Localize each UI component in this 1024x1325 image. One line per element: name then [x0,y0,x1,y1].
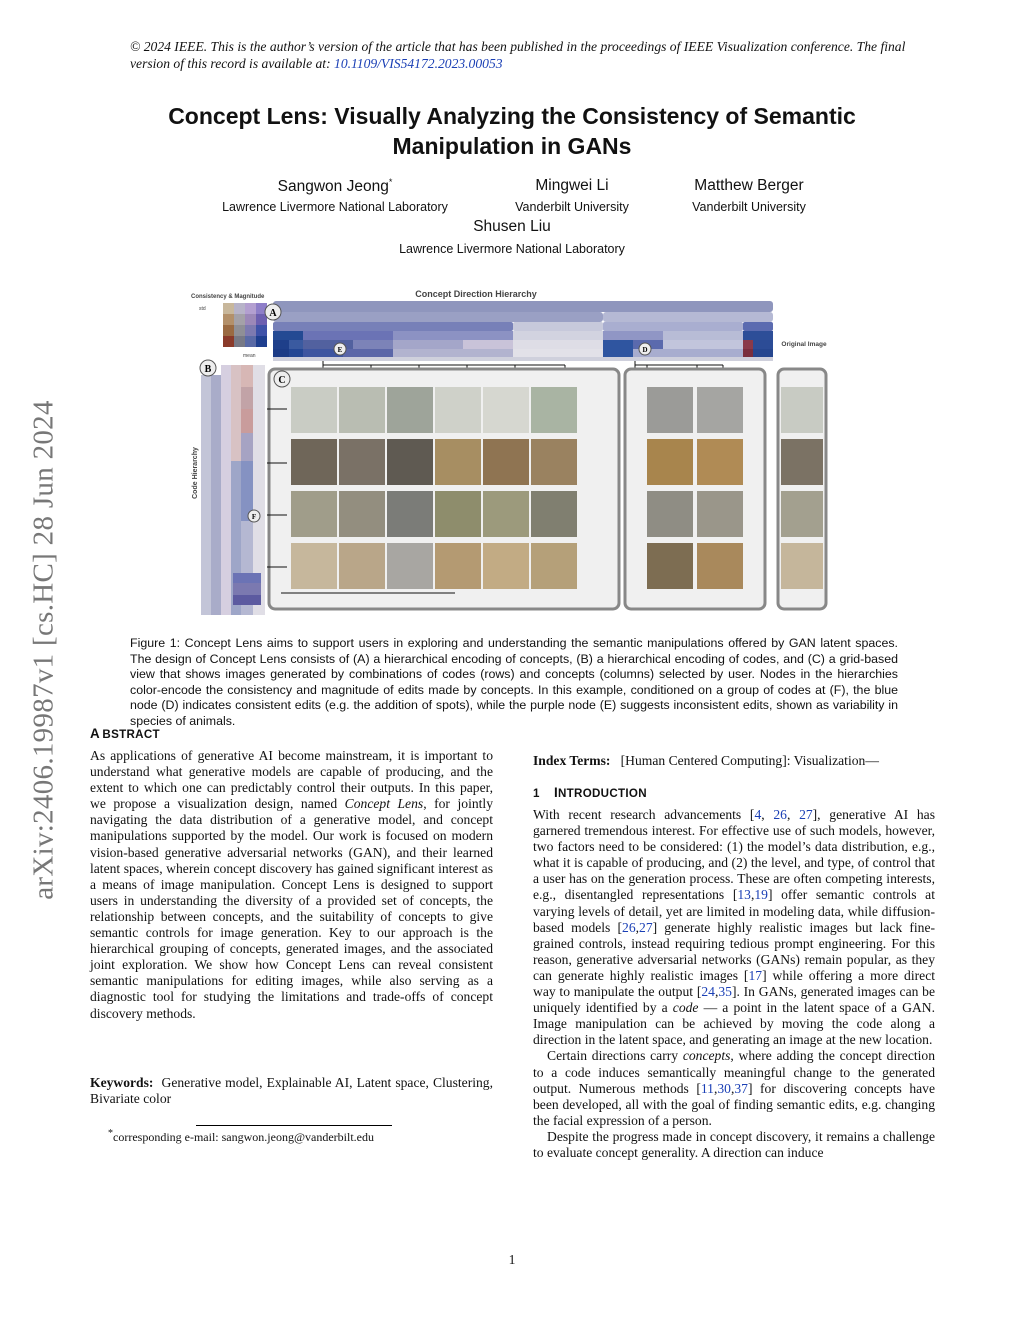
author-affiliation-2: Vanderbilt University [515,200,629,214]
hierarchy-title: Concept Direction Hierarchy [415,289,537,299]
intro-paragraph-3: Despite the progress made in concept discovery, it remains a challenge to evaluate concept generality. A direction can induce [533,1128,935,1160]
marker-d: D [642,346,648,354]
abstract-body: As applications of generative AI become mainstream, it is important to understand what generative models are capable of producing, and the extent to which one can predictably control their outputs. In this paper, we propose a visualization design, named Concept Lens, for jointly navigating the data distribution of a generative model, and concept manipulations supported by the model. Our work is focused on modern vision-based generative adversarial networks (GAN), and their learned latent spaces, wherein concept discovery has gained significant interest as a means of image manipulation. Concept Lens is designed to support users in understanding the diversity of a provided set of concepts, the relationship between concepts, and the suitability of concepts to give semantic controls for image generation. Key to our approach is the hierarchical grouping of concepts, generated images, and the associated joint exploration. We show how Concept Lens can reveal consistent semantic manipulations for editing images, while also serving as a diagnostic tool for studying the limitations and trade-offs of concept discovery methods. [90,748,493,1021]
intro-paragraph-1: With recent research advancements [4, 26, 27], generative AI has garnered tremendous interest. For effective use of such models, however, two factors need to be considered: (1) the model’s data distribution, e.g., what it is capable of producing, and (2) the level, and type, of control that a user has on the generation process. These are often competing interests, e.g., disentangled representations [13,19] offer semantic controls at varying levels of detail, yet are limited in modeling data, while diffusion-based models [26,27] generate highly realistic images but lack fine-grained controls, instead requiring tedious prompt engineering. For this reason, generative adversarial networks (GANs) remain popular, as they can generate highly realistic images [17] while offering a more direct way to manipulate the output [24,35]. In GANs, generated images can be uniquely identified by a code — a point in the latent space of a GAN. Image manipulation can be achieved by moving the code along a direction in the latent space, and generating an image at the new location. [533,807,936,1048]
footnote: *corresponding e-mail: sangwon.jeong@vanderbilt.edu [108,1128,374,1144]
index-terms: Index Terms: [Human Centered Computing]: Visualization— [533,753,879,768]
legend-std-label: std [199,306,206,312]
legend-mean-label: mean [243,353,256,359]
figure-1 [185,283,837,623]
author-name-3: Matthew Berger [694,177,804,194]
arxiv-stamp: arXiv:2406.19987v1 [cs.HC] 28 Jun 2024 [27,400,60,900]
author-affiliation-1: Lawrence Livermore National Laboratory [222,200,448,214]
bivariate-legend [223,303,267,347]
original-image-label: Original Image [781,341,827,348]
author-name-4: Shusen Liu [473,218,551,235]
intro-heading: 1 INTRODUCTION [533,785,647,800]
marker-a: A [269,308,277,319]
author-affiliation-3: Vanderbilt University [692,200,806,214]
marker-e: E [337,346,343,354]
marker-c: C [278,375,286,386]
grid-panel-secondary [625,369,765,609]
marker-b: B [204,364,212,375]
author-affiliation-4: Lawrence Livermore National Laboratory [399,242,625,256]
author-name-2: Mingwei Li [535,177,609,194]
intro-paragraph-2: Certain directions carry concepts, where adding the concept direction to a code induces semantically meaningful change to the generated output. Numerous methods [11,30,37] for discovering concepts have been developed, all with the goal of finding semantic edits, e.g. changing the facial expression of a person. [533,1048,935,1128]
intro-body [533,807,935,1161]
code-hierarchy-label: Code Hierarchy [192,447,199,499]
legend-title: Consistency & Magnitude [191,294,265,300]
author-name-1: Sangwon Jeong* [277,177,393,196]
keywords: Keywords: Generative model, Explainable AI, Latent space, Clustering, Bivariate color [90,1075,493,1107]
page-number: 1 [508,1252,516,1267]
code-hierarchy[interactable] [201,365,265,615]
concept-hierarchy[interactable] [273,301,773,361]
figure-caption: Figure 1: Concept Lens aims to support users in exploring and understanding the semantic manipulations offered by GAN latent spaces. The design of Concept Lens consists of (A) a hierarchical encoding of concepts, (B) a hierarchical encoding of codes, and (C) a grid-based view that shows images generated by combinations of codes (rows) and concepts (columns) selected by user. Nodes in the hierarchies color-encode the consistency and magnitude of edits made by concepts. In this example, conditioned on a group of codes at (F), the blue node (D) indicates consistent edits (e.g. the addition of spots), while the purple node (E) suggests inconsistent edits, shown as variability in species of animals. [130,636,898,728]
copyright-notice: © 2024 IEEE. This is the author’s version of the article that has been published in the proceedings of IEEE Visualization conference. The final version of this record is available at: 10.1109/VIS54172.2023.00053 [130,39,906,71]
footnote-rule [196,1125,392,1126]
paper-title: Concept Lens: Visually Analyzing the Consistency of Semantic Manipulation in GANs [168,103,856,159]
marker-f: F [251,513,257,521]
abstract-heading: A BSTRACT [90,726,160,741]
doi-link[interactable]: 10.1109/VIS54172.2023.00053 [334,56,503,71]
